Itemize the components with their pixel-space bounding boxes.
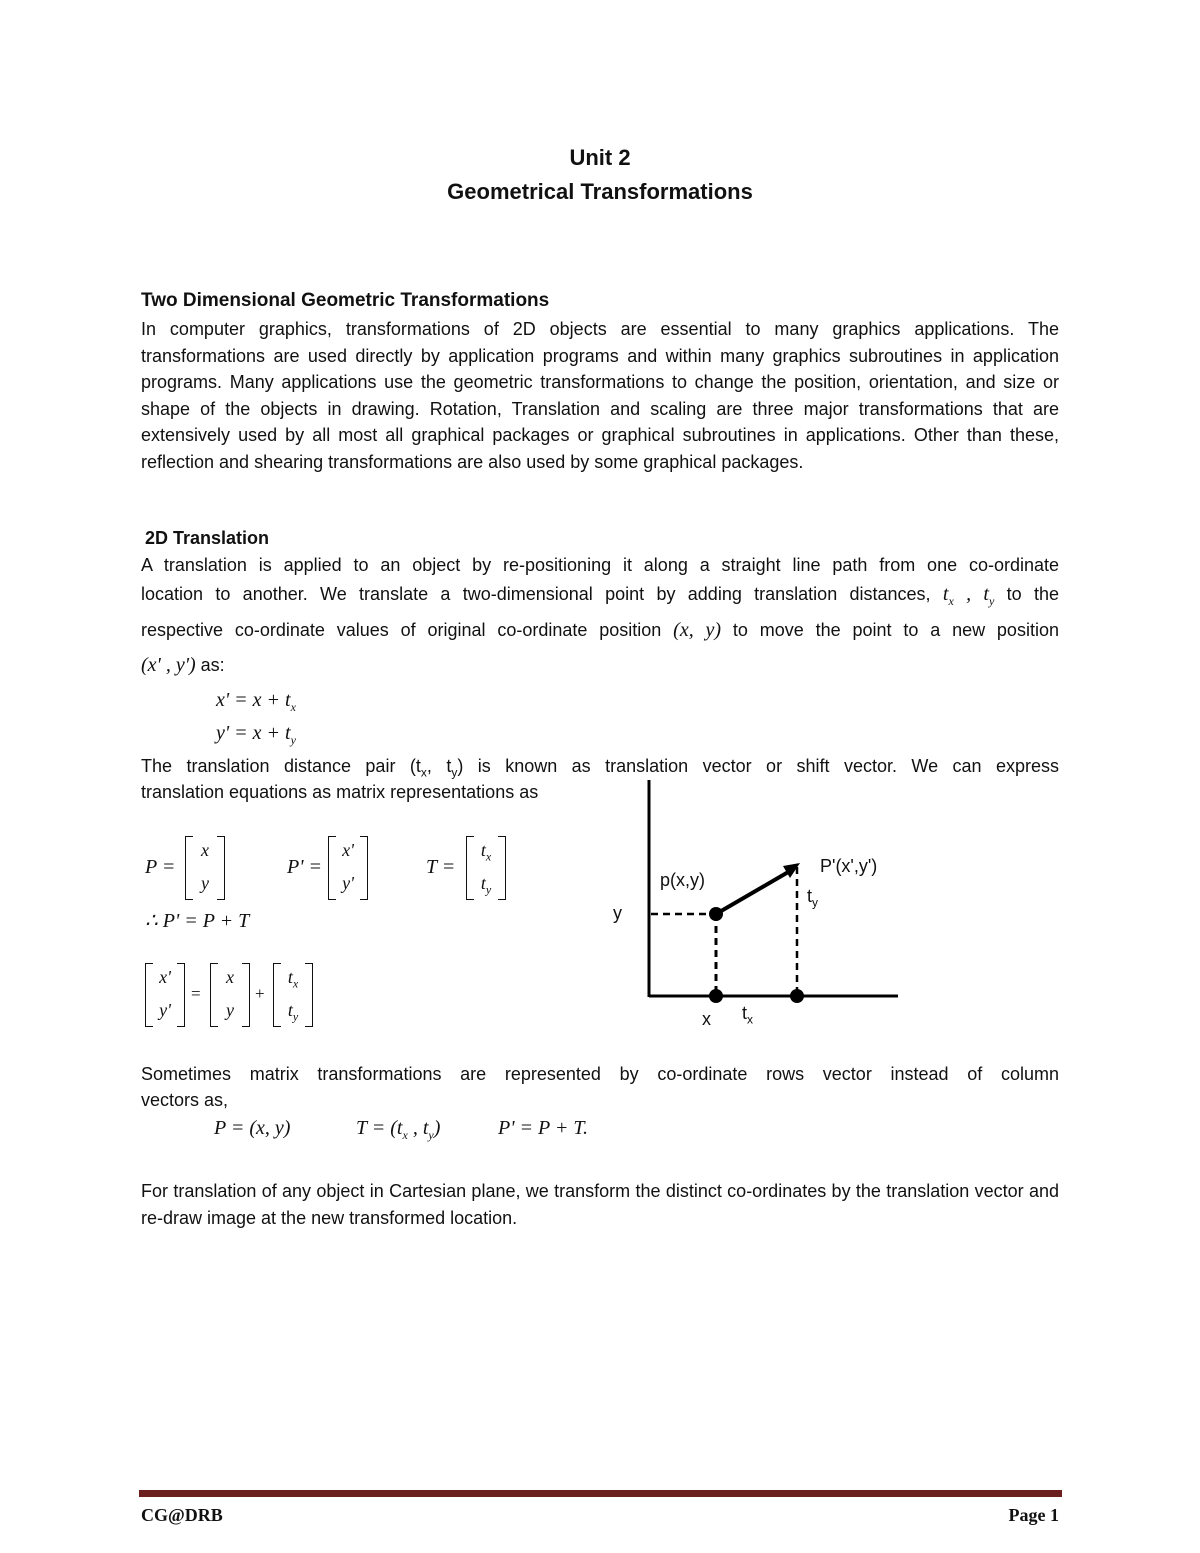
point-tx: [790, 989, 804, 1003]
label-x: x: [702, 1009, 711, 1029]
cell-sub: x: [485, 849, 492, 864]
footer-author: CG@DRB: [141, 1505, 223, 1525]
row-vector-p: P = (x, y): [214, 1117, 291, 1139]
point-p: [709, 907, 723, 921]
translation-line-2: [141, 583, 1059, 609]
label-sub: y: [812, 895, 819, 910]
row-vector-line-2: vectors as,: [141, 1090, 229, 1110]
eq-text: T = (t: [356, 1117, 403, 1139]
matrix-t-label: T =: [426, 856, 456, 878]
translation-diagram: [600, 775, 910, 1035]
text-segment: to the: [1006, 584, 1059, 604]
matrix-cell: [471, 840, 501, 865]
row-vector-pprime: P' = P + T.: [498, 1117, 588, 1139]
math-xpyp: (x' , y'): [141, 654, 196, 676]
label-ty: [807, 886, 818, 910]
text-sub: x: [420, 765, 427, 780]
math-t: t: [942, 583, 949, 605]
label-t: t: [807, 886, 813, 906]
math-t: t: [983, 583, 989, 605]
text-sub: y: [451, 765, 458, 780]
label-p: p(x,y): [660, 870, 705, 890]
translation-vector: [716, 871, 790, 914]
section-heading-2d-translation: 2D Translation: [145, 528, 270, 548]
eq-text: x' = x + t: [216, 689, 291, 711]
eq-text: ): [433, 1117, 441, 1139]
cell-sub: y: [292, 1009, 299, 1024]
matrix-p: [185, 836, 225, 902]
text-segment: ) is known as translation vector or shift vector. We can express: [457, 756, 1060, 776]
matrix-cell: [471, 873, 501, 898]
matrix-cell: [278, 1000, 308, 1025]
equation-y-prime: [216, 722, 296, 748]
matrix-cell: y: [201, 873, 209, 893]
math-sub: y: [988, 594, 995, 608]
translation-line-4: [141, 654, 225, 677]
cell-t: t: [287, 1000, 293, 1020]
section-heading-2d-transformations: Two Dimensional Geometric Transformations: [141, 290, 550, 311]
unit-title: Unit 2: [569, 145, 631, 170]
cell-t: t: [287, 967, 293, 987]
closing-paragraph: For translation of any object in Cartesian plane, we transform the distinct co-ordinates by the translation vector and re-draw image at the new transformed location.: [141, 1181, 1059, 1228]
eq-sub: y: [290, 733, 296, 747]
matrix-cell: x': [159, 967, 171, 987]
text-segment: as:: [200, 655, 225, 675]
cell-t: t: [480, 873, 486, 893]
text-segment: to move the point to a new position: [732, 620, 1059, 640]
text-segment: , t: [426, 756, 452, 776]
math-comma: ,: [953, 583, 984, 605]
translation-line-3: [141, 619, 1059, 642]
text-segment: respective co-ordinate values of original co-ordinate position: [141, 620, 662, 640]
translation-line-6: translation equations as matrix representations as: [141, 782, 539, 802]
matrix-cell: x': [342, 840, 354, 860]
matrix-eq-left: [145, 963, 185, 1029]
therefore-equation: ∴ P' = P + T: [145, 910, 250, 932]
math-tx-ty: [942, 583, 995, 608]
text-segment: The translation distance pair (t: [141, 756, 421, 776]
matrix-eq-mid: [210, 963, 250, 1029]
eq-sub: y: [428, 1128, 434, 1142]
row-vector-line-1: Sometimes matrix transformations are represented by co-ordinate rows vector instead of column: [141, 1064, 1059, 1084]
equals-sign: =: [191, 984, 201, 1003]
label-sub: x: [747, 1012, 754, 1027]
matrix-pprime-label: P' =: [287, 856, 322, 878]
label-p-prime: P'(x',y'): [820, 856, 878, 876]
label-t: t: [742, 1003, 748, 1023]
cell-sub: y: [485, 882, 492, 897]
matrix-eq-right: [273, 963, 313, 1029]
matrix-cell: x: [226, 967, 234, 987]
equation-x-prime: [216, 689, 296, 715]
intro-paragraph: In computer graphics, transformations of 2D objects are essential to many graphics applications. The transformations are used directly by application programs and within many graphics subroutines in application programs. Many applications use the geometric transformations to change the position, orientation, and size or shape of the objects in drawing. Rotation, Translation and scaling are three major transformations that are extensively used by all most all graphical packages or graphical subroutines in applications. Other than these, reflection and shearing transformations are also used by some graphical packages.: [141, 319, 1059, 472]
matrix-cell: y: [226, 1000, 234, 1020]
footer-rule: [139, 1490, 1062, 1497]
matrix-cell: y': [159, 1000, 171, 1020]
document-title: Geometrical Transformations: [447, 179, 753, 204]
matrix-p-label: P =: [145, 856, 176, 878]
eq-sub: x: [402, 1128, 408, 1142]
matrix-cell: [278, 967, 308, 992]
eq-text: , t: [407, 1117, 429, 1139]
matrix-t: [466, 836, 506, 902]
cell-sub: x: [292, 976, 299, 991]
text-segment: location to another. We translate a two-dimensional point by adding translation distances,: [141, 584, 931, 604]
math-sub: x: [948, 594, 954, 608]
row-vector-t: [356, 1117, 440, 1143]
plus-sign: +: [255, 984, 265, 1003]
matrix-pprime: [328, 836, 368, 902]
matrix-cell: x: [201, 840, 209, 860]
label-y: y: [613, 903, 622, 923]
eq-sub: x: [290, 700, 296, 714]
label-tx: [742, 1003, 753, 1027]
point-x: [709, 989, 723, 1003]
footer-page-number: Page 1: [1008, 1505, 1059, 1525]
math-xy: (x, y): [673, 619, 722, 641]
eq-text: y' = x + t: [216, 722, 291, 744]
matrix-cell: y': [342, 873, 354, 893]
cell-t: t: [480, 840, 486, 860]
translation-line-1: A translation is applied to an object by re-positioning it along a straight line path from one co-ordinate: [141, 555, 1059, 575]
